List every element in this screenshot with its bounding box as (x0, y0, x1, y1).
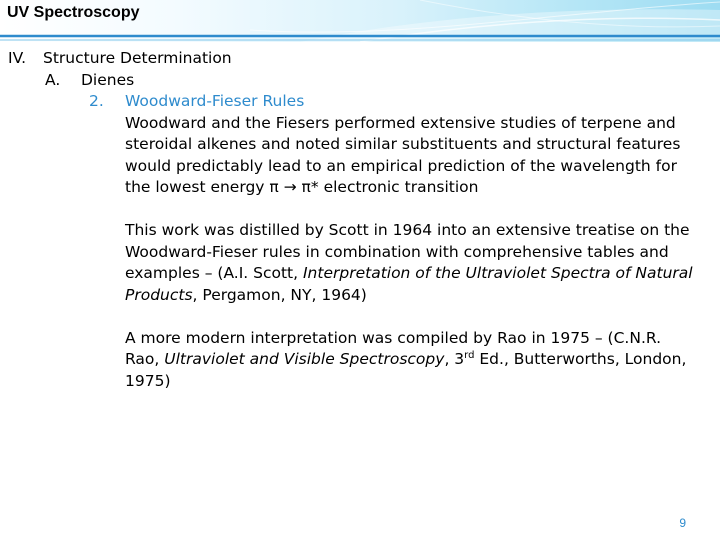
outline-level2-text: Dienes (81, 70, 135, 89)
paragraph2-line (125, 285, 367, 307)
paragraph2-line: Woodward-Fieser rules in combination with comprehensive tables and (125, 242, 669, 261)
outline-level1-text: Structure Determination (43, 49, 232, 67)
slide-title: UV Spectroscopy (7, 4, 140, 21)
paragraph2-line: This work was distilled by Scott in 1964 into an extensive treatise on the (125, 221, 690, 239)
paragraph3-line: 1975) (125, 371, 171, 390)
ordinal-superscript: rd (464, 350, 475, 361)
paragraph1-line: the lowest energy π → π* electronic transition (125, 178, 479, 196)
header-banner (0, 0, 720, 42)
outline-level2-marker: A. (45, 70, 61, 89)
paragraph1-line: steroidal alkenes and noted similar substituents and structural features (125, 135, 681, 153)
paragraph2-text: , Pergamon, NY, 1964) (192, 285, 367, 304)
book-title-scott-cont: Products (125, 285, 193, 304)
book-title-rao: Ultraviolet and Visible Spectroscopy (164, 350, 445, 368)
paragraph3-text: Ed., Butterworths, London, (474, 350, 687, 368)
book-title-scott: Interpretation of the Ultraviolet Spectra of Natural (302, 264, 693, 282)
outline-level1-marker: IV. (8, 49, 27, 67)
page-number: 9 (679, 516, 686, 530)
paragraph3-line: A more modern interpretation was compiled by Rao in 1975 – (C.N.R. (125, 328, 662, 347)
paragraph2-line (125, 263, 693, 285)
outline-level3-text: Woodward-Fieser Rules (125, 92, 305, 110)
paragraph1-line: would predictably lead to an empirical prediction of the wavelength for (125, 156, 677, 175)
paragraph2-text: examples – (A.I. Scott, (125, 264, 303, 282)
paragraph3-text: Rao, (125, 350, 165, 368)
paragraph3-text: , 3 (444, 350, 465, 368)
paragraph3-line (125, 349, 686, 371)
paragraph1-line: Woodward and the Fiesers performed extensive studies of terpene and (125, 113, 676, 132)
outline-level3-marker: 2. (89, 92, 104, 110)
